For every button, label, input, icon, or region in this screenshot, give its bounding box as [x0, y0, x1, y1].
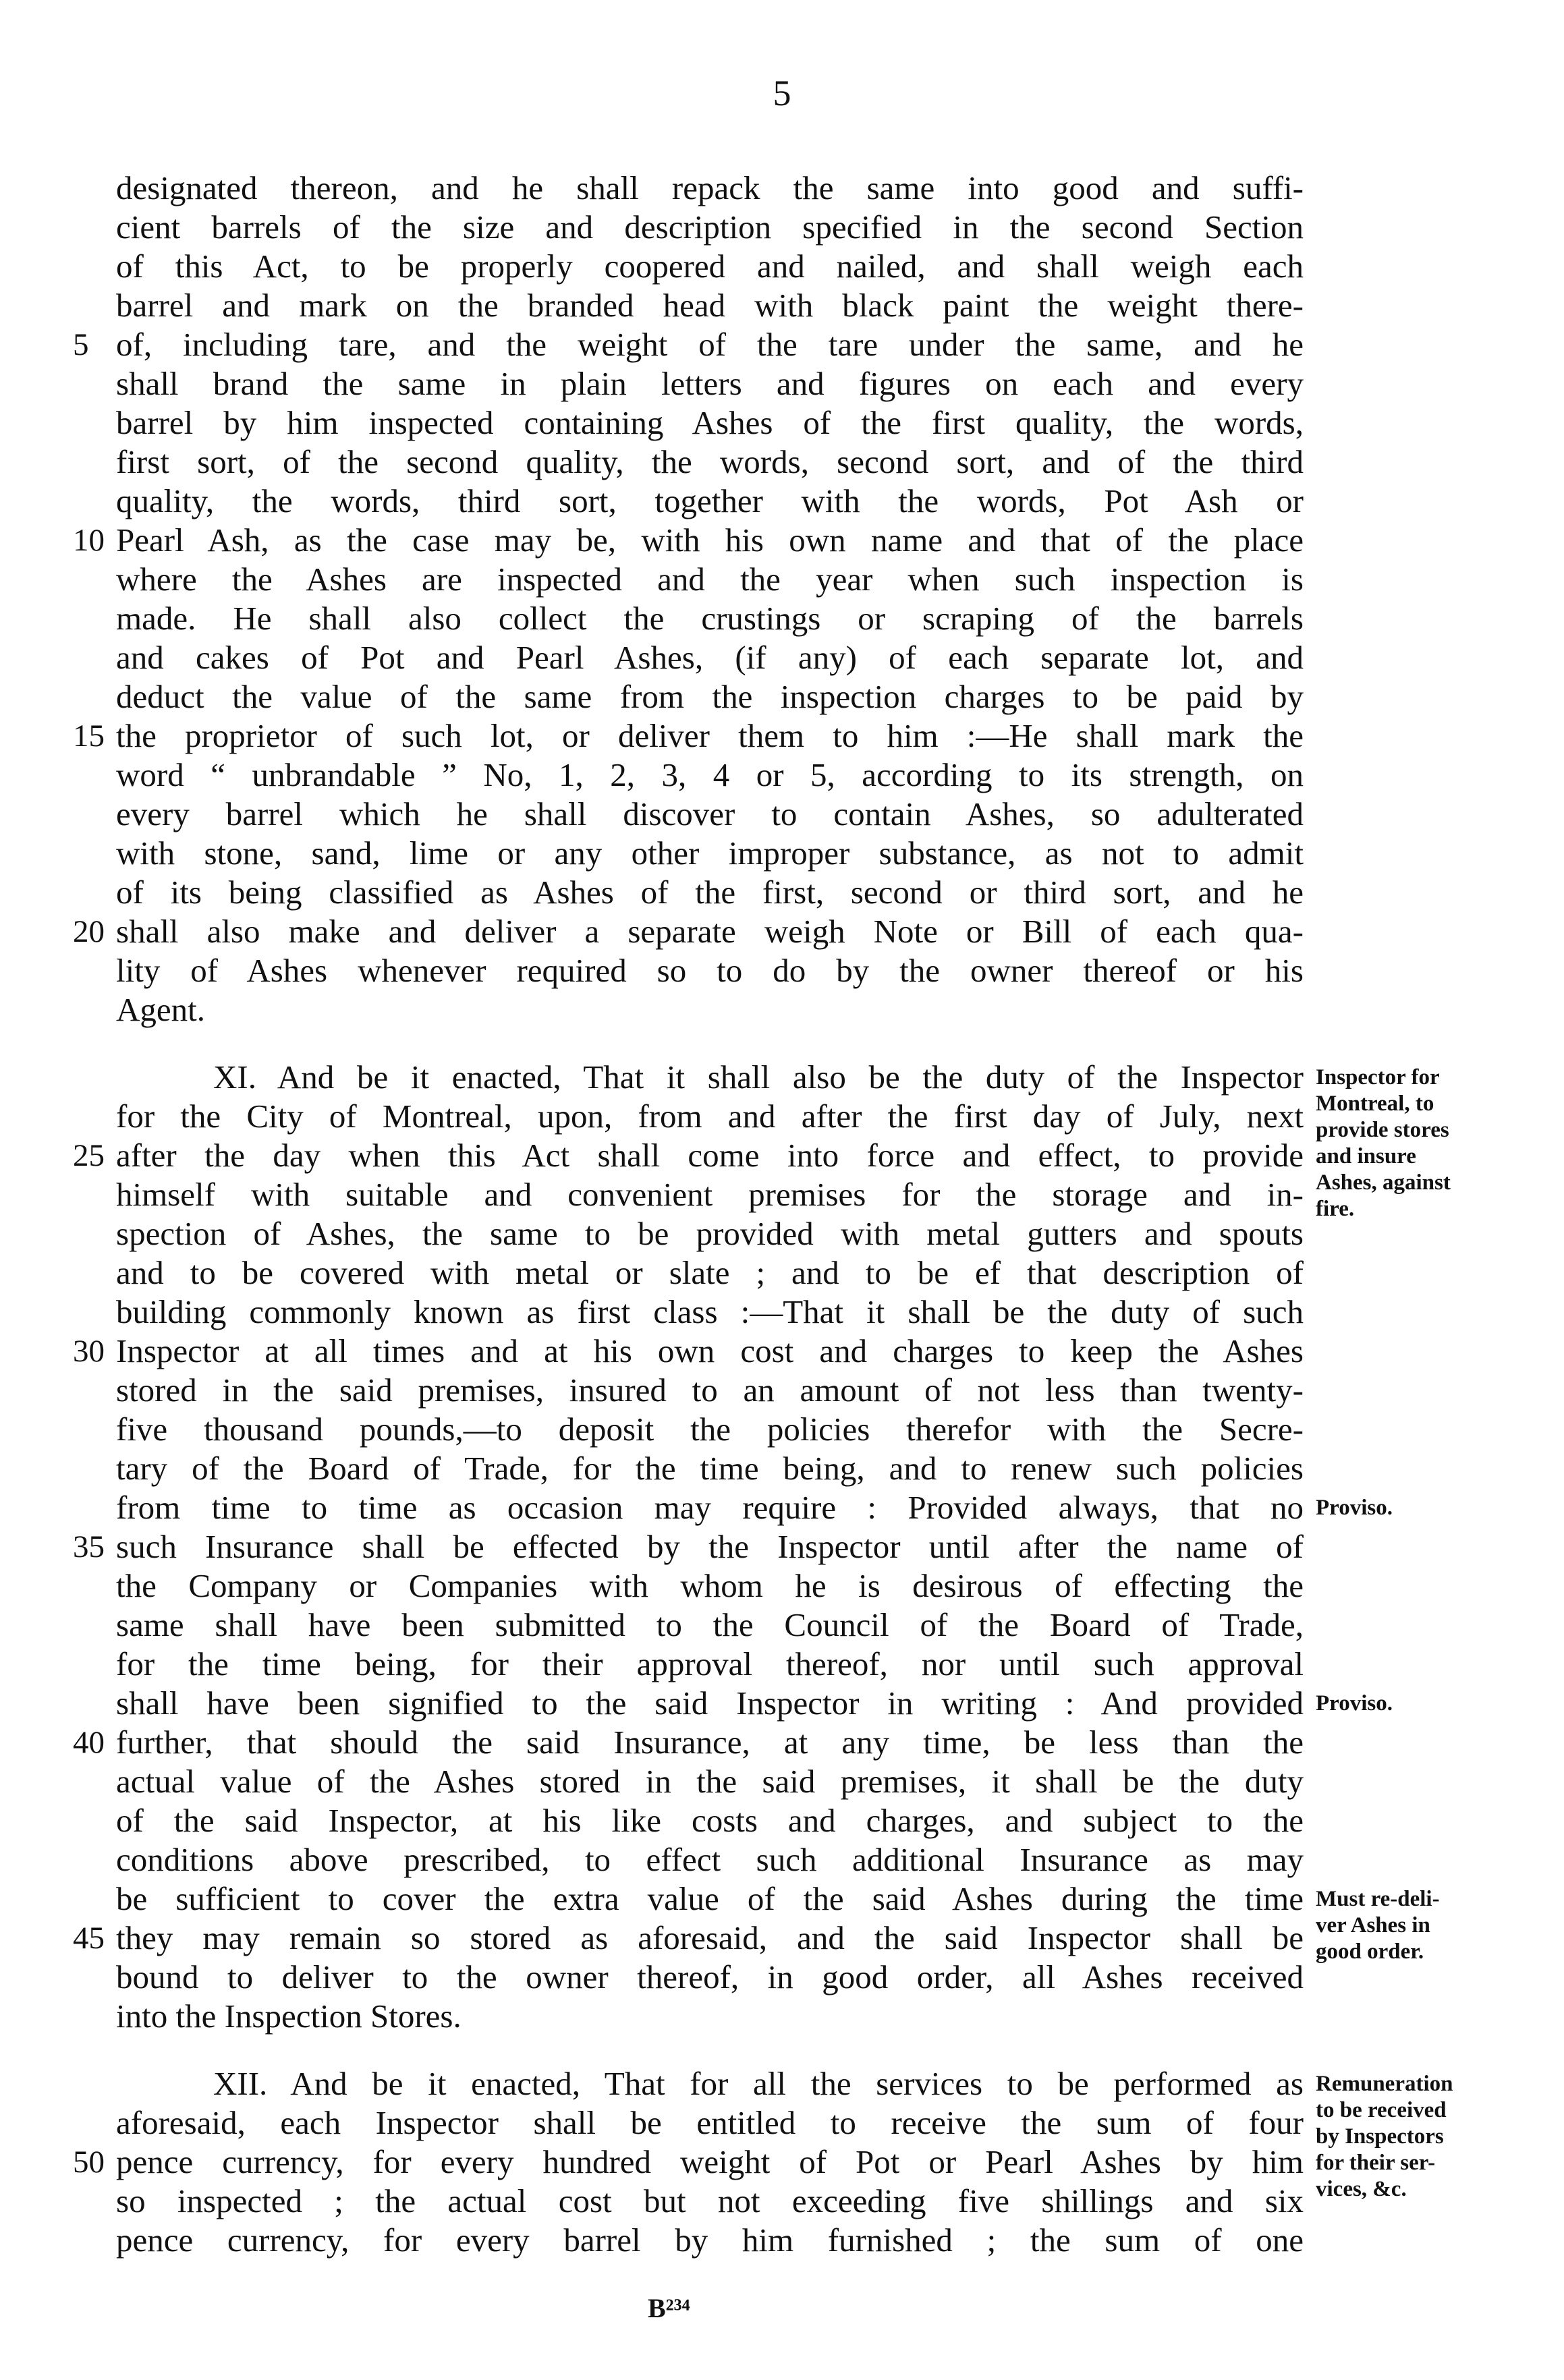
- margin-note-line: fire.: [1316, 1197, 1355, 1221]
- text-line: so inspected ; the actual cost but not exceeding five shillings and six: [116, 2182, 1304, 2219]
- text-line: same shall have been submitted to the Council of the Board of Trade,: [116, 1606, 1304, 1643]
- signature-mark: B²³⁴: [648, 2293, 690, 2323]
- margin-note-line: Must re-deli-: [1316, 1887, 1440, 1911]
- text-line: Inspector at all times and at his own cost and charges to keep the Ashes: [116, 1332, 1304, 1369]
- margin-note-proviso: Proviso.: [1316, 1496, 1393, 1520]
- text-line: with stone, sand, lime or any other improper substance, as not to admit: [116, 834, 1304, 872]
- text-line: cient barrels of the size and description specified in the second Section: [116, 208, 1304, 246]
- line-number: 35: [73, 1529, 105, 1564]
- line-number: 5: [73, 327, 89, 362]
- text-line: where the Ashes are inspected and the year when such inspection is: [116, 561, 1304, 598]
- text-line: for the City of Montreal, upon, from and after the first day of July, next: [116, 1098, 1304, 1135]
- text-line: XI. And be it enacted, That it shall also be the duty of the Inspector: [213, 1058, 1304, 1096]
- text-line: actual value of the Ashes stored in the said premises, it shall be the duty: [116, 1763, 1304, 1800]
- text-line: aforesaid, each Inspector shall be entitled to receive the sum of four: [116, 2104, 1304, 2141]
- text-line: designated thereon, and he shall repack the same into good and suffi-: [116, 169, 1304, 206]
- line-number: 15: [73, 718, 105, 754]
- text-line: of, including tare, and the weight of the tare under the same, and he: [116, 326, 1304, 363]
- margin-note-line: ver Ashes in: [1316, 1913, 1430, 1937]
- text-line: shall have been signified to the said Inspector in writing : And provided: [116, 1684, 1304, 1722]
- text-line: of its being classified as Ashes of the first, second or third sort, and he: [116, 874, 1304, 911]
- text-line: word “ unbrandable ” No, 1, 2, 3, 4 or 5, according to its strength, on: [116, 756, 1304, 793]
- margin-note-line: and insure: [1316, 1144, 1416, 1168]
- text-line: barrel by him inspected containing Ashes of the first quality, the words,: [116, 404, 1304, 441]
- text-line: and to be covered with metal or slate ; and to be ef that description of: [116, 1254, 1304, 1291]
- text-line: conditions above prescribed, to effect such additional Insurance as may: [116, 1841, 1304, 1878]
- text-line: for the time being, for their approval thereof, nor until such approval: [116, 1645, 1304, 1682]
- line-number: 40: [73, 1725, 105, 1760]
- margin-note-line: to be received: [1316, 2098, 1447, 2122]
- text-line: the Company or Companies with whom he is desirous of effecting the: [116, 1567, 1304, 1604]
- text-line: they may remain so stored as aforesaid, and the said Inspector shall be: [116, 1919, 1304, 1956]
- margin-note-inspector-montreal: [1316, 1065, 1508, 1222]
- text-line: from time to time as occasion may require : Provided always, that no: [116, 1489, 1304, 1526]
- text-line: every barrel which he shall discover to contain Ashes, so adulterated: [116, 795, 1304, 832]
- text-line: shall also make and deliver a separate weigh Note or Bill of each qua-: [116, 913, 1304, 950]
- margin-note-line: Inspector for: [1316, 1065, 1440, 1089]
- line-number: 25: [73, 1138, 105, 1173]
- line-number: 50: [73, 2145, 105, 2180]
- text-line: further, that should the said Insurance, at any time, be less than the: [116, 1724, 1304, 1761]
- text-line: the proprietor of such lot, or deliver them to him :—He shall mark the: [116, 717, 1304, 754]
- text-line: pence currency, for every barrel by him furnished ; the sum of one: [116, 2221, 1304, 2259]
- text-line: tary of the Board of Trade, for the time being, and to renew such policies: [116, 1450, 1304, 1487]
- margin-note-must-redeliver: [1316, 1886, 1508, 1965]
- text-line: be sufficient to cover the extra value of the said Ashes during the time: [116, 1880, 1304, 1917]
- text-line: of the said Inspector, at his like costs and charges, and subject to the: [116, 1802, 1304, 1839]
- page-number: 5: [773, 73, 791, 113]
- margin-note-line: vices, &c.: [1316, 2177, 1407, 2201]
- text-line: himself with suitable and convenient premises for the storage and in-: [116, 1176, 1304, 1213]
- text-line: XII. And be it enacted, That for all the services to be performed as: [213, 2065, 1304, 2102]
- margin-note-line: provide stores: [1316, 1118, 1449, 1142]
- text-line: deduct the value of the same from the inspection charges to be paid by: [116, 678, 1304, 715]
- text-line: of this Act, to be properly coopered and nailed, and shall weigh each: [116, 248, 1304, 285]
- margin-note-remuneration: [1316, 2071, 1508, 2203]
- margin-note-line: by Inspectors: [1316, 2124, 1444, 2149]
- text-line: bound to deliver to the owner thereof, in good order, all Ashes received: [116, 1958, 1304, 1995]
- text-line: and cakes of Pot and Pearl Ashes, (if any) of each separate lot, and: [116, 639, 1304, 676]
- line-number: 30: [73, 1334, 105, 1369]
- margin-note-line: good order.: [1316, 1939, 1424, 1964]
- margin-note-line: Ashes, against: [1316, 1170, 1451, 1195]
- line-number: 45: [73, 1921, 105, 1956]
- text-line: such Insurance shall be effected by the Inspector until after the name of: [116, 1528, 1304, 1565]
- text-line: barrel and mark on the branded head with black paint the weight there-: [116, 287, 1304, 324]
- line-number: 20: [73, 914, 105, 949]
- text-line: first sort, of the second quality, the words, second sort, and of the third: [116, 443, 1304, 480]
- text-line: building commonly known as first class :—That it shall be the duty of such: [116, 1293, 1304, 1330]
- text-line: Agent.: [116, 991, 205, 1028]
- text-line: pence currency, for every hundred weight of Pot or Pearl Ashes by him: [116, 2143, 1304, 2180]
- text-line: stored in the said premises, insured to an amount of not less than twenty-: [116, 1371, 1304, 1409]
- margin-note-proviso: Proviso.: [1316, 1691, 1393, 1716]
- line-number: 10: [73, 523, 105, 558]
- margin-note-line: for their ser-: [1316, 2151, 1436, 2175]
- text-line: shall brand the same in plain letters and figures on each and every: [116, 365, 1304, 402]
- text-line: five thousand pounds,—to deposit the policies therefor with the Secre-: [116, 1411, 1304, 1448]
- margin-note-line: Montreal, to: [1316, 1092, 1434, 1116]
- text-line: after the day when this Act shall come into force and effect, to provide: [116, 1137, 1304, 1174]
- text-line: into the Inspection Stores.: [116, 1998, 462, 2035]
- text-line: spection of Ashes, the same to be provided with metal gutters and spouts: [116, 1215, 1304, 1252]
- text-line: quality, the words, third sort, together with the words, Pot Ash or: [116, 482, 1304, 519]
- text-line: Pearl Ash, as the case may be, with his own name and that of the place: [116, 521, 1304, 559]
- text-line: lity of Ashes whenever required so to do by the owner thereof or his: [116, 952, 1304, 989]
- margin-note-line: Remuneration: [1316, 2072, 1453, 2096]
- text-line: made. He shall also collect the crustings or scraping of the barrels: [116, 600, 1304, 637]
